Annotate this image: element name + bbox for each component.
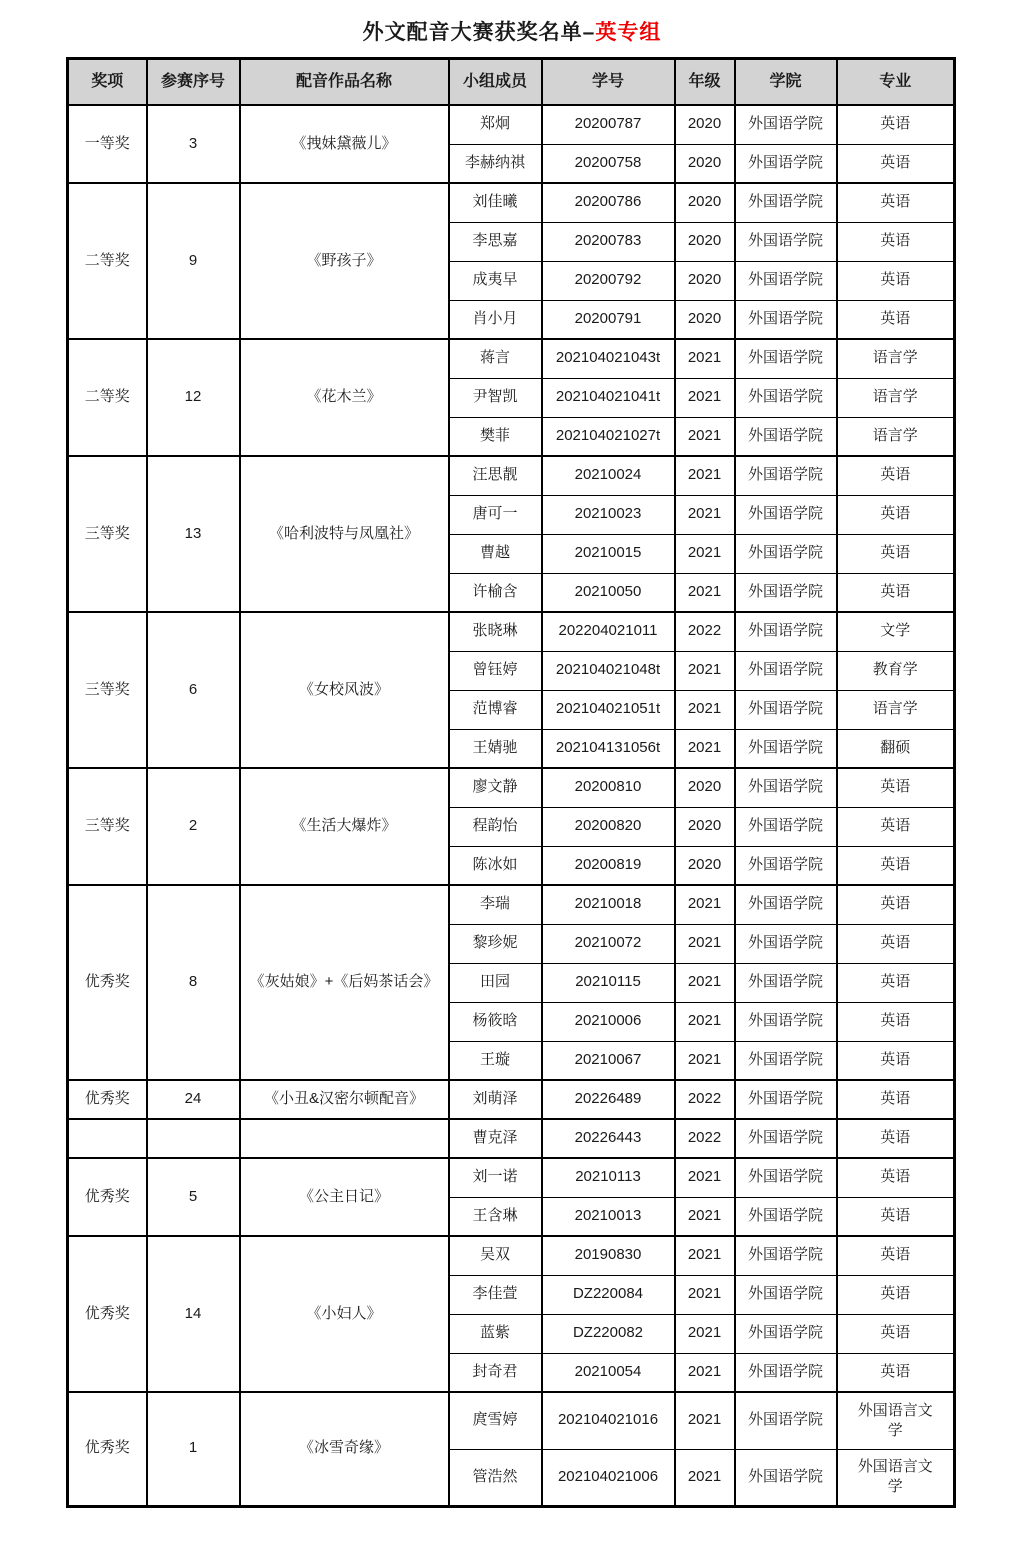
grade-cell: 2021 bbox=[675, 651, 735, 690]
member-name-cell: 刘佳曦 bbox=[449, 183, 542, 222]
member-row bbox=[68, 105, 955, 144]
member-name-cell: 王含琳 bbox=[449, 1197, 542, 1236]
student-id-cell: 202104021016 bbox=[542, 1392, 675, 1449]
major-cell: 英语 bbox=[837, 534, 955, 573]
entry-number-cell: 2 bbox=[147, 768, 240, 885]
member-name-cell: 张晓琳 bbox=[449, 612, 542, 651]
award-cell: 优秀奖 bbox=[68, 1080, 147, 1119]
student-id-cell: 20226489 bbox=[542, 1080, 675, 1119]
major-cell: 英语 bbox=[837, 183, 955, 222]
work-title-cell: 《小妇人》 bbox=[240, 1236, 449, 1392]
member-name-cell: 王婧驰 bbox=[449, 729, 542, 768]
column-header-entry-number: 参赛序号 bbox=[147, 59, 240, 106]
college-cell: 外国语学院 bbox=[735, 963, 837, 1002]
college-cell: 外国语学院 bbox=[735, 846, 837, 885]
award-cell: 优秀奖 bbox=[68, 1158, 147, 1236]
entry-number-cell: 13 bbox=[147, 456, 240, 612]
grade-cell: 2021 bbox=[675, 417, 735, 456]
student-id-cell: 202104021006 bbox=[542, 1449, 675, 1506]
grade-cell: 2021 bbox=[675, 495, 735, 534]
major-cell: 英语 bbox=[837, 1236, 955, 1275]
student-id-cell: 20200810 bbox=[542, 768, 675, 807]
major-text: 外国语言文学 bbox=[857, 1458, 933, 1495]
entry-number-cell: 12 bbox=[147, 339, 240, 456]
work-title-cell: 《生活大爆炸》 bbox=[240, 768, 449, 885]
college-cell: 外国语学院 bbox=[735, 534, 837, 573]
member-name-cell: 曹越 bbox=[449, 534, 542, 573]
college-cell: 外国语学院 bbox=[735, 1392, 837, 1449]
college-cell: 外国语学院 bbox=[735, 573, 837, 612]
college-cell: 外国语学院 bbox=[735, 1041, 837, 1080]
student-id-cell: 20200783 bbox=[542, 222, 675, 261]
grade-cell: 2022 bbox=[675, 1080, 735, 1119]
student-id-cell: 20200792 bbox=[542, 261, 675, 300]
member-name-cell: 封奇君 bbox=[449, 1353, 542, 1392]
member-row bbox=[68, 456, 955, 495]
major-cell bbox=[837, 1449, 955, 1506]
entry-number-cell: 3 bbox=[147, 105, 240, 183]
college-cell: 外国语学院 bbox=[735, 1080, 837, 1119]
college-cell: 外国语学院 bbox=[735, 924, 837, 963]
work-title-cell: 《冰雪奇缘》 bbox=[240, 1392, 449, 1506]
major-cell: 英语 bbox=[837, 144, 955, 183]
award-cell: 一等奖 bbox=[68, 105, 147, 183]
header-row bbox=[68, 59, 955, 106]
college-cell: 外国语学院 bbox=[735, 1197, 837, 1236]
student-id-cell: 20210024 bbox=[542, 456, 675, 495]
student-id-cell: 20210006 bbox=[542, 1002, 675, 1041]
student-id-cell: DZ220084 bbox=[542, 1275, 675, 1314]
student-id-cell: 202104021043t bbox=[542, 339, 675, 378]
major-cell: 英语 bbox=[837, 495, 955, 534]
college-cell: 外国语学院 bbox=[735, 1449, 837, 1506]
major-cell: 英语 bbox=[837, 261, 955, 300]
member-name-cell: 许榆含 bbox=[449, 573, 542, 612]
column-header-major: 专业 bbox=[837, 59, 955, 106]
grade-cell: 2021 bbox=[675, 1275, 735, 1314]
award-cell: 三等奖 bbox=[68, 612, 147, 768]
major-cell: 英语 bbox=[837, 1197, 955, 1236]
table-header bbox=[68, 59, 955, 106]
college-cell: 外国语学院 bbox=[735, 807, 837, 846]
college-cell: 外国语学院 bbox=[735, 105, 837, 144]
major-cell: 英语 bbox=[837, 456, 955, 495]
grade-cell: 2021 bbox=[675, 1002, 735, 1041]
member-row bbox=[68, 1080, 955, 1119]
work-title-cell bbox=[240, 1119, 449, 1158]
student-id-cell: 20210115 bbox=[542, 963, 675, 1002]
grade-cell: 2021 bbox=[675, 1353, 735, 1392]
entry-number-cell: 6 bbox=[147, 612, 240, 768]
major-cell: 英语 bbox=[837, 1275, 955, 1314]
college-cell: 外国语学院 bbox=[735, 1119, 837, 1158]
college-cell: 外国语学院 bbox=[735, 1158, 837, 1197]
entry-number-cell bbox=[147, 1119, 240, 1158]
grade-cell: 2021 bbox=[675, 1158, 735, 1197]
member-name-cell: 陈冰如 bbox=[449, 846, 542, 885]
major-cell: 英语 bbox=[837, 1119, 955, 1158]
major-cell: 英语 bbox=[837, 1041, 955, 1080]
major-cell: 英语 bbox=[837, 300, 955, 339]
major-cell: 英语 bbox=[837, 807, 955, 846]
grade-cell: 2021 bbox=[675, 339, 735, 378]
award-cell: 优秀奖 bbox=[68, 1392, 147, 1506]
work-title-cell: 《花木兰》 bbox=[240, 339, 449, 456]
college-cell: 外国语学院 bbox=[735, 300, 837, 339]
grade-cell: 2021 bbox=[675, 1392, 735, 1449]
student-id-cell: 20210023 bbox=[542, 495, 675, 534]
college-cell: 外国语学院 bbox=[735, 144, 837, 183]
member-name-cell: 汪思靓 bbox=[449, 456, 542, 495]
college-cell: 外国语学院 bbox=[735, 183, 837, 222]
member-name-cell: 尹智凯 bbox=[449, 378, 542, 417]
college-cell: 外国语学院 bbox=[735, 456, 837, 495]
member-name-cell: 樊菲 bbox=[449, 417, 542, 456]
member-name-cell: 杨筱晗 bbox=[449, 1002, 542, 1041]
grade-cell: 2021 bbox=[675, 378, 735, 417]
member-name-cell: 刘萌泽 bbox=[449, 1080, 542, 1119]
major-cell: 英语 bbox=[837, 885, 955, 924]
entry-number-cell: 1 bbox=[147, 1392, 240, 1506]
grade-cell: 2021 bbox=[675, 1449, 735, 1506]
student-id-cell: 20200758 bbox=[542, 144, 675, 183]
member-row bbox=[68, 612, 955, 651]
member-name-cell: 唐可一 bbox=[449, 495, 542, 534]
grade-cell: 2020 bbox=[675, 807, 735, 846]
member-name-cell: 范博睿 bbox=[449, 690, 542, 729]
college-cell: 外国语学院 bbox=[735, 1275, 837, 1314]
member-row bbox=[68, 768, 955, 807]
major-cell: 英语 bbox=[837, 1080, 955, 1119]
award-cell: 优秀奖 bbox=[68, 1236, 147, 1392]
entry-number-cell: 24 bbox=[147, 1080, 240, 1119]
column-header-student-id: 学号 bbox=[542, 59, 675, 106]
college-cell: 外国语学院 bbox=[735, 261, 837, 300]
student-id-cell: 202104021041t bbox=[542, 378, 675, 417]
grade-cell: 2021 bbox=[675, 1314, 735, 1353]
grade-cell: 2021 bbox=[675, 1236, 735, 1275]
work-title-cell: 《灰姑娘》+《后妈茶话会》 bbox=[240, 885, 449, 1080]
student-id-cell: 20210015 bbox=[542, 534, 675, 573]
grade-cell: 2020 bbox=[675, 261, 735, 300]
member-name-cell: 蓝紫 bbox=[449, 1314, 542, 1353]
member-row bbox=[68, 1119, 955, 1158]
member-name-cell: 曾钰婷 bbox=[449, 651, 542, 690]
member-name-cell: 管浩然 bbox=[449, 1449, 542, 1506]
member-name-cell: 刘一诺 bbox=[449, 1158, 542, 1197]
member-name-cell: 廖文静 bbox=[449, 768, 542, 807]
student-id-cell: 20226443 bbox=[542, 1119, 675, 1158]
major-cell: 英语 bbox=[837, 105, 955, 144]
member-name-cell: 吴双 bbox=[449, 1236, 542, 1275]
major-cell bbox=[837, 1392, 955, 1449]
work-title-cell: 《公主日记》 bbox=[240, 1158, 449, 1236]
major-cell: 英语 bbox=[837, 924, 955, 963]
grade-cell: 2021 bbox=[675, 963, 735, 1002]
member-row bbox=[68, 1236, 955, 1275]
student-id-cell: 20210054 bbox=[542, 1353, 675, 1392]
major-cell: 英语 bbox=[837, 963, 955, 1002]
student-id-cell: 202104021027t bbox=[542, 417, 675, 456]
college-cell: 外国语学院 bbox=[735, 1314, 837, 1353]
college-cell: 外国语学院 bbox=[735, 339, 837, 378]
major-cell: 英语 bbox=[837, 1314, 955, 1353]
student-id-cell: 20210113 bbox=[542, 1158, 675, 1197]
college-cell: 外国语学院 bbox=[735, 1002, 837, 1041]
college-cell: 外国语学院 bbox=[735, 1236, 837, 1275]
grade-cell: 2022 bbox=[675, 612, 735, 651]
college-cell: 外国语学院 bbox=[735, 417, 837, 456]
member-row bbox=[68, 183, 955, 222]
student-id-cell: 20210018 bbox=[542, 885, 675, 924]
major-cell: 英语 bbox=[837, 768, 955, 807]
member-name-cell: 李瑞 bbox=[449, 885, 542, 924]
student-id-cell: 202104021051t bbox=[542, 690, 675, 729]
major-cell: 英语 bbox=[837, 1158, 955, 1197]
award-cell: 二等奖 bbox=[68, 183, 147, 339]
major-cell: 语言学 bbox=[837, 339, 955, 378]
award-cell: 优秀奖 bbox=[68, 885, 147, 1080]
grade-cell: 2021 bbox=[675, 456, 735, 495]
student-id-cell: 202104131056t bbox=[542, 729, 675, 768]
student-id-cell: 20200820 bbox=[542, 807, 675, 846]
student-id-cell: 20200819 bbox=[542, 846, 675, 885]
entry-number-cell: 5 bbox=[147, 1158, 240, 1236]
grade-cell: 2020 bbox=[675, 105, 735, 144]
work-title-cell: 《哈利波特与凤凰社》 bbox=[240, 456, 449, 612]
award-cell: 三等奖 bbox=[68, 768, 147, 885]
grade-cell: 2020 bbox=[675, 768, 735, 807]
major-cell: 语言学 bbox=[837, 417, 955, 456]
student-id-cell: 20210013 bbox=[542, 1197, 675, 1236]
grade-cell: 2022 bbox=[675, 1119, 735, 1158]
entry-number-cell: 9 bbox=[147, 183, 240, 339]
member-name-cell: 曹克泽 bbox=[449, 1119, 542, 1158]
student-id-cell: 20200786 bbox=[542, 183, 675, 222]
table-body bbox=[68, 105, 955, 1506]
major-cell: 英语 bbox=[837, 1353, 955, 1392]
student-id-cell: 20210067 bbox=[542, 1041, 675, 1080]
major-text: 外国语言文学 bbox=[857, 1402, 933, 1439]
member-name-cell: 李赫纳祺 bbox=[449, 144, 542, 183]
work-title-cell: 《小丑&汉密尔顿配音》 bbox=[240, 1080, 449, 1119]
college-cell: 外国语学院 bbox=[735, 885, 837, 924]
college-cell: 外国语学院 bbox=[735, 222, 837, 261]
student-id-cell: 202204021011 bbox=[542, 612, 675, 651]
column-header-work-title: 配音作品名称 bbox=[240, 59, 449, 106]
major-cell: 文学 bbox=[837, 612, 955, 651]
student-id-cell: 20190830 bbox=[542, 1236, 675, 1275]
work-title-cell: 《野孩子》 bbox=[240, 183, 449, 339]
grade-cell: 2020 bbox=[675, 300, 735, 339]
member-name-cell: 李佳萱 bbox=[449, 1275, 542, 1314]
student-id-cell: DZ220082 bbox=[542, 1314, 675, 1353]
major-cell: 翻硕 bbox=[837, 729, 955, 768]
award-cell: 三等奖 bbox=[68, 456, 147, 612]
student-id-cell: 202104021048t bbox=[542, 651, 675, 690]
award-cell bbox=[68, 1119, 147, 1158]
member-name-cell: 程韵怡 bbox=[449, 807, 542, 846]
entry-number-cell: 8 bbox=[147, 885, 240, 1080]
member-name-cell: 肖小月 bbox=[449, 300, 542, 339]
column-header-member-name: 小组成员 bbox=[449, 59, 542, 106]
member-row bbox=[68, 1392, 955, 1449]
title-group-highlight: 英专组 bbox=[595, 21, 662, 44]
grade-cell: 2020 bbox=[675, 144, 735, 183]
grade-cell: 2020 bbox=[675, 183, 735, 222]
column-header-college: 学院 bbox=[735, 59, 837, 106]
member-row bbox=[68, 1158, 955, 1197]
member-name-cell: 王璇 bbox=[449, 1041, 542, 1080]
award-cell: 二等奖 bbox=[68, 339, 147, 456]
student-id-cell: 20210050 bbox=[542, 573, 675, 612]
grade-cell: 2021 bbox=[675, 924, 735, 963]
member-name-cell: 庹雪婷 bbox=[449, 1392, 542, 1449]
title-text: 外文配音大赛获奖名单– bbox=[362, 21, 596, 44]
major-cell: 英语 bbox=[837, 222, 955, 261]
college-cell: 外国语学院 bbox=[735, 768, 837, 807]
grade-cell: 2021 bbox=[675, 729, 735, 768]
student-id-cell: 20200791 bbox=[542, 300, 675, 339]
work-title-cell: 《女校风波》 bbox=[240, 612, 449, 768]
member-name-cell: 郑炯 bbox=[449, 105, 542, 144]
entry-number-cell: 14 bbox=[147, 1236, 240, 1392]
member-name-cell: 田园 bbox=[449, 963, 542, 1002]
grade-cell: 2021 bbox=[675, 573, 735, 612]
grade-cell: 2021 bbox=[675, 1041, 735, 1080]
college-cell: 外国语学院 bbox=[735, 651, 837, 690]
college-cell: 外国语学院 bbox=[735, 612, 837, 651]
major-cell: 语言学 bbox=[837, 690, 955, 729]
major-cell: 英语 bbox=[837, 1002, 955, 1041]
page-title bbox=[0, 0, 1024, 46]
member-name-cell: 黎珍妮 bbox=[449, 924, 542, 963]
grade-cell: 2021 bbox=[675, 885, 735, 924]
student-id-cell: 20200787 bbox=[542, 105, 675, 144]
grade-cell: 2021 bbox=[675, 1197, 735, 1236]
member-name-cell: 蒋言 bbox=[449, 339, 542, 378]
major-cell: 英语 bbox=[837, 573, 955, 612]
college-cell: 外国语学院 bbox=[735, 495, 837, 534]
column-header-award: 奖项 bbox=[68, 59, 147, 106]
grade-cell: 2020 bbox=[675, 846, 735, 885]
work-title-cell: 《拽妹黛薇儿》 bbox=[240, 105, 449, 183]
column-header-grade: 年级 bbox=[675, 59, 735, 106]
member-name-cell: 成夷早 bbox=[449, 261, 542, 300]
college-cell: 外国语学院 bbox=[735, 378, 837, 417]
student-id-cell: 20210072 bbox=[542, 924, 675, 963]
major-cell: 英语 bbox=[837, 846, 955, 885]
member-row bbox=[68, 339, 955, 378]
major-cell: 语言学 bbox=[837, 378, 955, 417]
college-cell: 外国语学院 bbox=[735, 729, 837, 768]
awards-table bbox=[66, 57, 956, 1508]
major-cell: 教育学 bbox=[837, 651, 955, 690]
college-cell: 外国语学院 bbox=[735, 1353, 837, 1392]
grade-cell: 2021 bbox=[675, 690, 735, 729]
college-cell: 外国语学院 bbox=[735, 690, 837, 729]
member-name-cell: 李思嘉 bbox=[449, 222, 542, 261]
member-row bbox=[68, 885, 955, 924]
grade-cell: 2020 bbox=[675, 222, 735, 261]
grade-cell: 2021 bbox=[675, 534, 735, 573]
